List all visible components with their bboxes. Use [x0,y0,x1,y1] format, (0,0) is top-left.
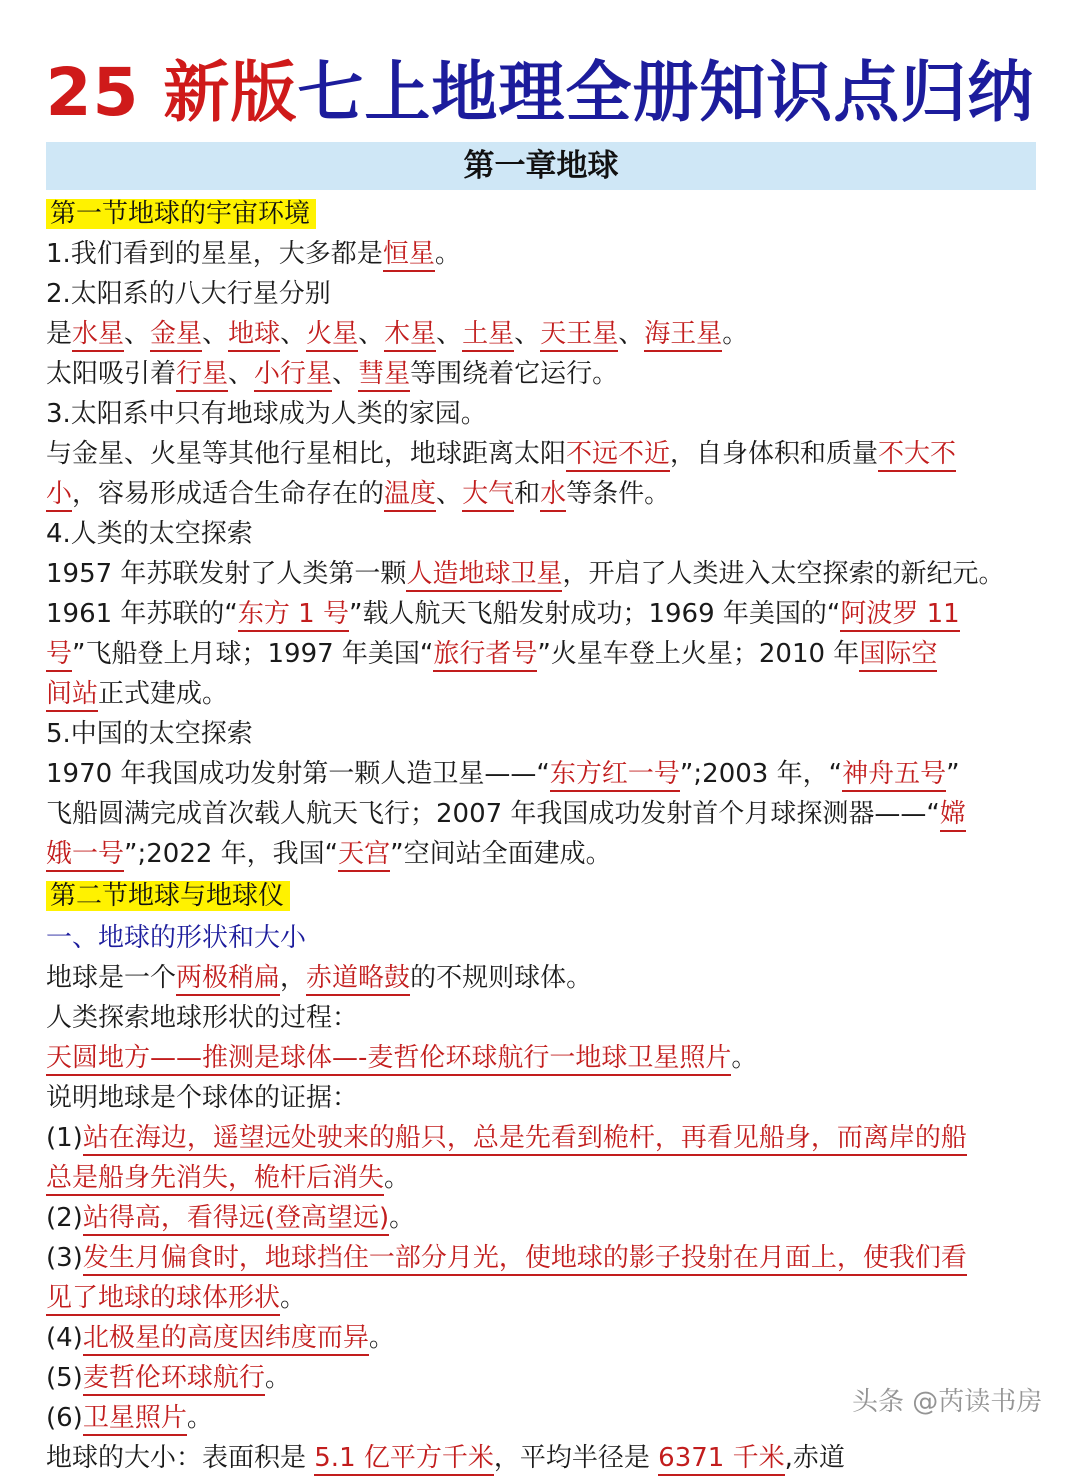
text-line [46,1158,1046,1198]
keyword: 总是船身先消失，桅杆后消失 [46,1163,384,1196]
text-run: 。 [384,1163,411,1193]
text-run: 2.太阳系的八大行星分别 [46,279,331,309]
text-run: 5.中国的太空探索 [46,719,253,749]
keyword: 小行星 [254,359,332,392]
keyword: 北极星的高度因纬度而异 [83,1323,369,1356]
text-line [46,794,1046,834]
text-run: ”;2003 年，“ [679,759,843,789]
subsection-heading [46,918,1046,958]
title-main: 七上地理全册知识点归纳 [297,54,1035,131]
keyword: 天宫 [338,839,390,872]
text-line [46,634,1046,674]
title-prefix: 25 新版 [45,54,298,131]
text-run: ，自身体积和质量 [670,439,879,469]
text-line [46,1318,1046,1358]
keyword: 行星 [176,359,228,392]
text-run: 太阳吸引着 [46,359,177,389]
text-line [46,714,1046,754]
text-line [46,1118,1046,1158]
text-run: 是 [46,319,73,349]
text-run: 和 [514,479,541,509]
text-run: 。 [434,239,461,269]
text-run: 1970 年我国成功发射第一颗人造卫星——“ [46,759,550,789]
text-run: ,赤道 [784,1443,845,1473]
text-line [46,1038,1046,1078]
text-run: 3.太阳系中只有地球成为人类的家园。 [46,399,487,429]
text-line [46,594,1046,634]
keyword: 嫦 [940,799,966,832]
keyword: 娥一号 [46,839,124,872]
text-run: (2) [46,1203,83,1233]
text-line [46,514,1046,554]
text-line [46,958,1046,998]
keyword: 人造地球卫星 [406,559,562,592]
text-run: 、 [514,319,541,349]
keyword: 神舟五号 [842,759,946,792]
text-run: (3) [46,1243,83,1273]
text-run: 正式建成。 [98,679,229,709]
text-line [46,674,1046,714]
text-run: ”载人航天飞船发射成功；1969 年美国的“ [348,599,841,629]
text-line [46,1278,1046,1318]
text-run: ”飞船登上月球；1997 年美国“ [72,639,434,669]
text-line [46,834,1046,874]
text-line [46,554,1046,594]
watermark: 头条 @芮读书房 [852,1387,1043,1417]
text-run: ”空间站全面建成。 [390,839,612,869]
keyword: 水 [540,479,566,512]
text-run: 说明地球是个球体的证据： [46,1083,359,1113]
text-run: 人类探索地球形状的过程： [46,1003,359,1033]
keyword: 东方 1 号 [238,599,349,632]
text-run: 1.我们看到的星星，大多都是 [46,239,383,269]
text-run: 地球是一个 [46,963,177,993]
text-run: ，容易形成适合生命存在的 [72,479,385,509]
text-run: 1957 年苏联发射了人类第一颗 [46,559,407,589]
text-run: 。 [731,1043,758,1073]
text-line [46,434,1046,474]
keyword: 旅行者号 [433,639,537,672]
keyword: 金星 [150,319,202,352]
text-run: 地球的大小：表面积是 [46,1443,315,1473]
text-run: (1) [46,1123,83,1153]
keyword: 麦哲伦环球航行 [83,1363,265,1396]
keyword: 见了地球的球体形状 [46,1283,280,1316]
keyword: 火星 [306,319,358,352]
keyword: 阿波罗 11 [840,599,959,632]
text-run: 、 [618,319,645,349]
keyword: 发生月偏食时，地球挡住一部分月光，使地球的影子投射在月面上，使我们看 [83,1243,967,1276]
text-run: 第二节地球与地球仪 [50,881,285,911]
keyword: 彗星 [358,359,410,392]
text-run: 。 [264,1363,291,1393]
text-line [46,1078,1046,1118]
text-run: 、 [280,319,307,349]
keyword: 不远不近 [566,439,670,472]
keyword: 木星 [384,319,436,352]
text-run: ”火星车登上火星；2010 年 [537,639,860,669]
text-run: 、 [228,359,255,389]
keyword: 号 [46,639,72,672]
text-run: 、 [436,479,463,509]
keyword: 6371 千米 [658,1443,784,1476]
text-run: ，开启了人类进入太空探索的新纪元。 [562,559,1005,589]
keyword: 温度 [384,479,436,512]
section-highlight [46,881,290,911]
keyword: 恒星 [383,239,435,272]
text-run: 第一节地球的宇宙环境 [50,199,311,229]
section-highlight [46,199,316,229]
text-run: ” [946,759,960,789]
text-run: 的不规则球体。 [410,963,593,993]
chapter-heading: 第一章地球 [46,142,1036,190]
keyword: 水星 [72,319,124,352]
keyword: 国际空 [859,639,937,672]
text-run: 。 [389,1203,416,1233]
text-run: 飞船圆满完成首次载人航天飞行；2007 年我国成功发射首个月球探测器——“ [46,799,940,829]
text-run: ”;2022 年，我国“ [124,839,339,869]
text-line [46,1198,1046,1238]
text-run: (4) [46,1323,83,1353]
text-run: 、 [436,319,463,349]
keyword: 小 [46,479,72,512]
keyword: 5.1 亿平方千米 [314,1443,494,1476]
keyword: 海王星 [644,319,722,352]
text-run: 等条件。 [566,479,671,509]
text-line [46,474,1046,514]
text-run: 。 [186,1403,213,1433]
text-run: (6) [46,1403,83,1433]
text-line [46,1438,1046,1478]
text-run: 、 [202,319,229,349]
text-run: ，平均半径是 [493,1443,659,1473]
text-run: 等围绕着它运行。 [410,359,619,389]
text-line [46,394,1046,434]
keyword: 站得高，看得远(登高望远) [83,1203,389,1236]
keyword: 不大不 [878,439,956,472]
text-run: 。 [368,1323,395,1353]
text-run: 、 [332,359,359,389]
text-line [46,998,1046,1038]
keyword: 地球 [228,319,280,352]
section-heading [46,876,1046,916]
text-run: 一、地球的形状和大小 [46,923,307,953]
keyword: 土星 [462,319,514,352]
text-run: 1961 年苏联的“ [46,599,238,629]
keyword: 两极稍扁 [176,963,280,996]
text-line [46,1238,1046,1278]
text-run: (5) [46,1363,83,1393]
keyword: 大气 [462,479,514,512]
keyword: 天圆地方——推测是球体—-麦哲伦环球航行一地球卫星照片 [46,1043,731,1076]
keyword: 间站 [46,679,98,712]
text-run: 与金星、火星等其他行星相比，地球距离太阳 [46,439,567,469]
keyword: 赤道略鼓 [306,963,410,996]
text-run: ， [280,963,307,993]
text-run: 、 [124,319,151,349]
keyword: 东方红一号 [550,759,680,792]
section-heading [46,194,1046,234]
text-line [46,354,1046,394]
text-run: 、 [358,319,385,349]
text-run: 4.人类的太空探索 [46,519,253,549]
text-line [46,314,1046,354]
text-line [46,234,1046,274]
keyword: 卫星照片 [83,1403,187,1436]
text-run: 。 [722,319,749,349]
keyword: 站在海边，遥望远处驶来的船只，总是先看到桅杆，再看见船身，而离岸的船 [83,1123,967,1156]
keyword: 天王星 [540,319,618,352]
text-run: 。 [280,1283,307,1313]
text-line [46,274,1046,314]
text-line [46,754,1046,794]
